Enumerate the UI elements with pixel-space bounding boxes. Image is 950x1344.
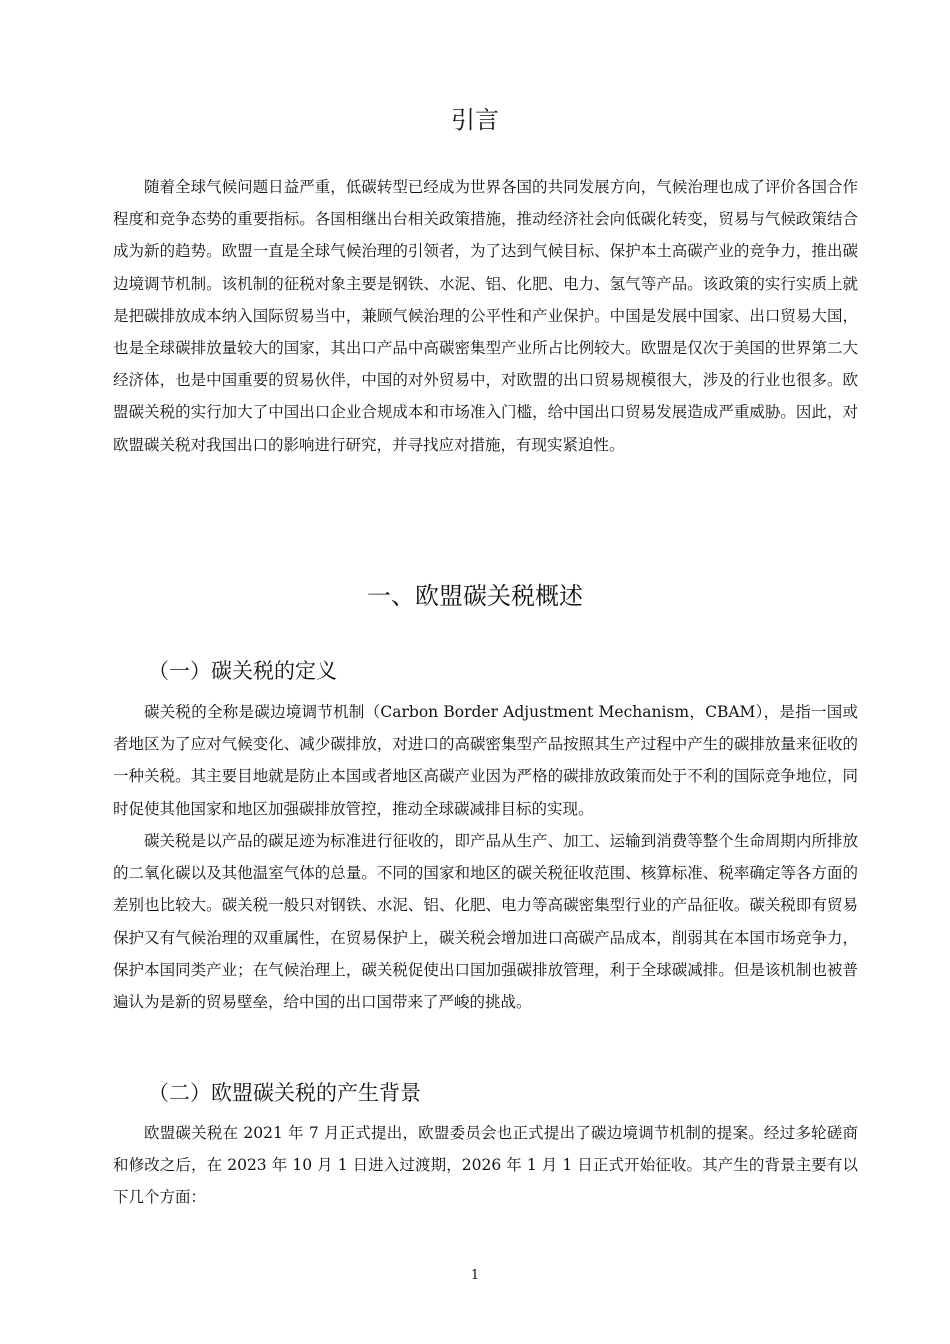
page-title: 引言 [451,106,499,134]
definition-paragraph-2: 碳关税是以产品的碳足迹为标准进行征收的，即产品从生产、加工、运输到消费等整个生命周期内所排放的二氧化碳以及其他温室气体的总量。不同的国家和地区的碳关税征收范围、核算标准、税率确定等各方面的差别也比较大。碳关税一般只对钢铁、水泥、铝、化肥、电力等高碳密集型行业的产品征收。碳关税即有贸易保护又有气候治理的双重属性，在贸易保护上，碳关税会增加进口高碳产品成本，削弱其在本国市场竞争力，保护本国同类产业；在气候治理上，碳关税促使出口国加强碳排放管理，利于全球碳减排。但是该机制也被普遍认为是新的贸易壁垒，给中国的出口国带来了严峻的挑战。 [113,832,858,1012]
section-title-background: （二）欧盟碳关税的产生背景 [148,1081,421,1105]
chapter-title: 一、欧盟碳关税概述 [367,582,583,610]
intro-paragraph: 随着全球气候问题日益严重，低碳转型已经成为世界各国的共同发展方向，气候治理也成了评价各国合作程度和竞争态势的重要指标。各国相继出台相关政策措施，推动经济社会向低碳化转变，贸易与气候政策结合成为新的趋势。欧盟一直是全球气候治理的引领者，为了达到气候目标、保护本土高碳产业的竞争力，推出碳边境调节机制。该机制的征税对象主要是钢铁、水泥、铝、化肥、电力、氢气等产品。该政策的实行实质上就是把碳排放成本纳入国际贸易当中，兼顾气候治理的公平性和产业保护。中国是发展中国家、出口贸易大国，也是全球碳排放量较大的国家，其出口产品中高碳密集型产业所占比例较大。欧盟是仅次于美国的世界第二大经济体，也是中国重要的贸易伙伴，中国的对外贸易中，对欧盟的出口贸易规模很大，涉及的行业也很多。欧盟碳关税的实行加大了中国出口企业合规成本和市场准入门槛，给中国出口贸易发展造成严重威胁。因此，对欧盟碳关税对我国出口的影响进行研究，并寻找应对措施，有现实紧迫性。 [113,178,858,454]
definition-paragraph-1: 碳关税的全称是碳边境调节机制（Carbon Border Adjustment Mechanism，CBAM），是指一国或者地区为了应对气候变化、减少碳排放，对进口的高碳密集型产品按照其生产过程中产生的碳排放量来征收的一种关税。其主要目地就是防止本国或者地区高碳产业因为严格的碳排放政策而处于不利的国际竞争地位，同时促使其他国家和地区加强碳排放管控，推动全球碳减排目标的实现。 [113,703,858,818]
page-number: 1 [470,1268,480,1283]
section-title-definition: （一）碳关税的定义 [148,659,337,683]
background-paragraph-1: 欧盟碳关税在 2021 年 7 月正式提出，欧盟委员会也正式提出了碳边境调节机制的提案。经过多轮磋商和修改之后，在 2023 年 10 月 1 日进入过渡期，2026 年 1 月 1 日正式开始征收。其产生的背景主要有以下几个方面： [113,1124,858,1207]
